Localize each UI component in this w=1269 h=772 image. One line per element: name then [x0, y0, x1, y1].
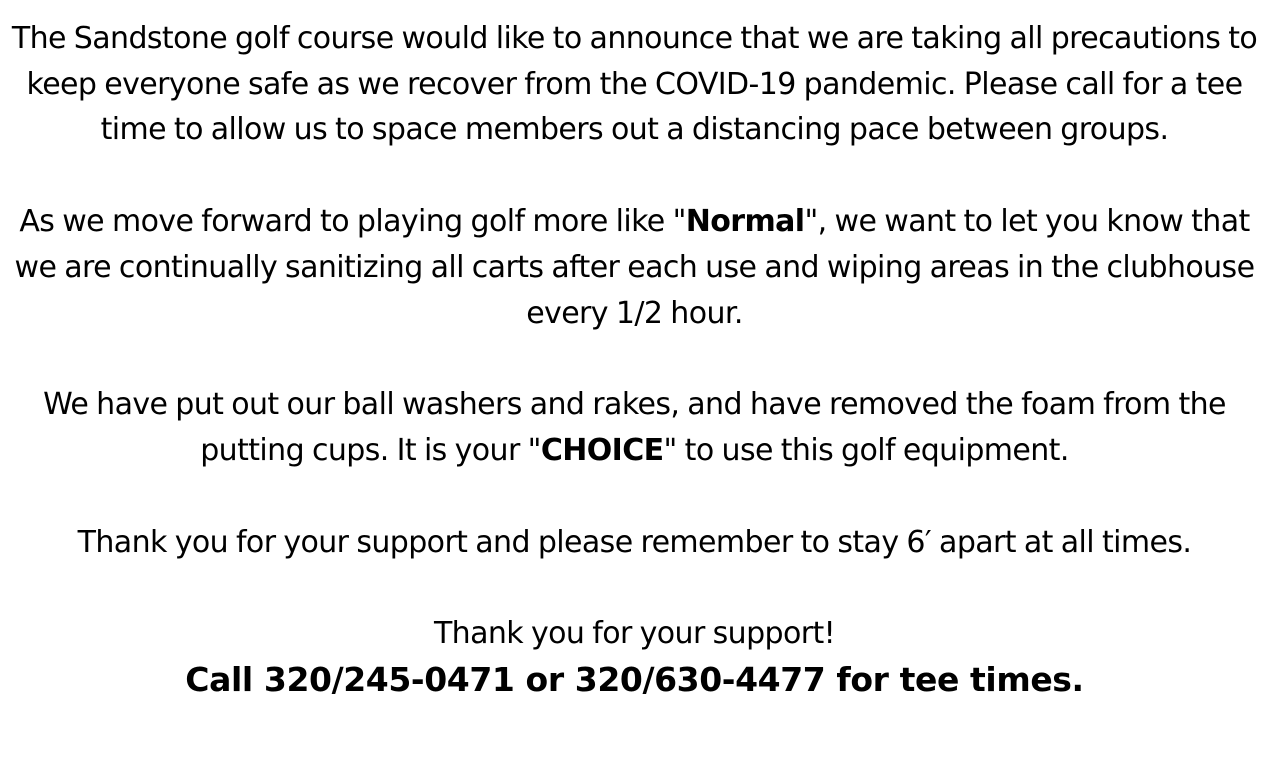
- thank-you-text: Thank you for your support!: [433, 616, 836, 652]
- announcement-paragraph-precautions: [4, 16, 1265, 153]
- announcement-paragraph-equipment: [4, 382, 1265, 473]
- tee-time-phone-callout: [4, 657, 1265, 703]
- equipment-text-before: We have put out our ball washers and rakes, and have removed the foam from the putting cups. It is your ": [43, 387, 1226, 468]
- announcement-paragraph-precautions-text: The Sandstone golf course would like to announce that we are taking all precautions to keep everyone safe as we recover from the COVID-19 pandemic. Please call for a tee time to allow us to space members out a distancing pace between groups.: [11, 21, 1258, 148]
- announcement-paragraph-distancing: [4, 520, 1265, 566]
- thank-you-line: [4, 611, 1265, 657]
- normal-emphasis: Normal: [685, 204, 805, 240]
- equipment-text-after: " to use this golf equipment.: [663, 432, 1069, 468]
- choice-emphasis: CHOICE: [540, 432, 664, 468]
- sanitizing-text-before: As we move forward to playing golf more like ": [19, 204, 686, 240]
- announcement-paragraph-sanitizing: [4, 199, 1265, 336]
- announcement-paragraph-distancing-text: Thank you for your support and please remember to stay 6′ apart at all times.: [77, 524, 1192, 560]
- tee-time-phone-text: Call 320/245-0471 or 320/630-4477 for tee times.: [185, 660, 1084, 700]
- sanitizing-text-after: ", we want to let you know that we are continually sanitizing all carts after each use and wiping areas in the clubhouse every 1/2 hour.: [14, 204, 1255, 331]
